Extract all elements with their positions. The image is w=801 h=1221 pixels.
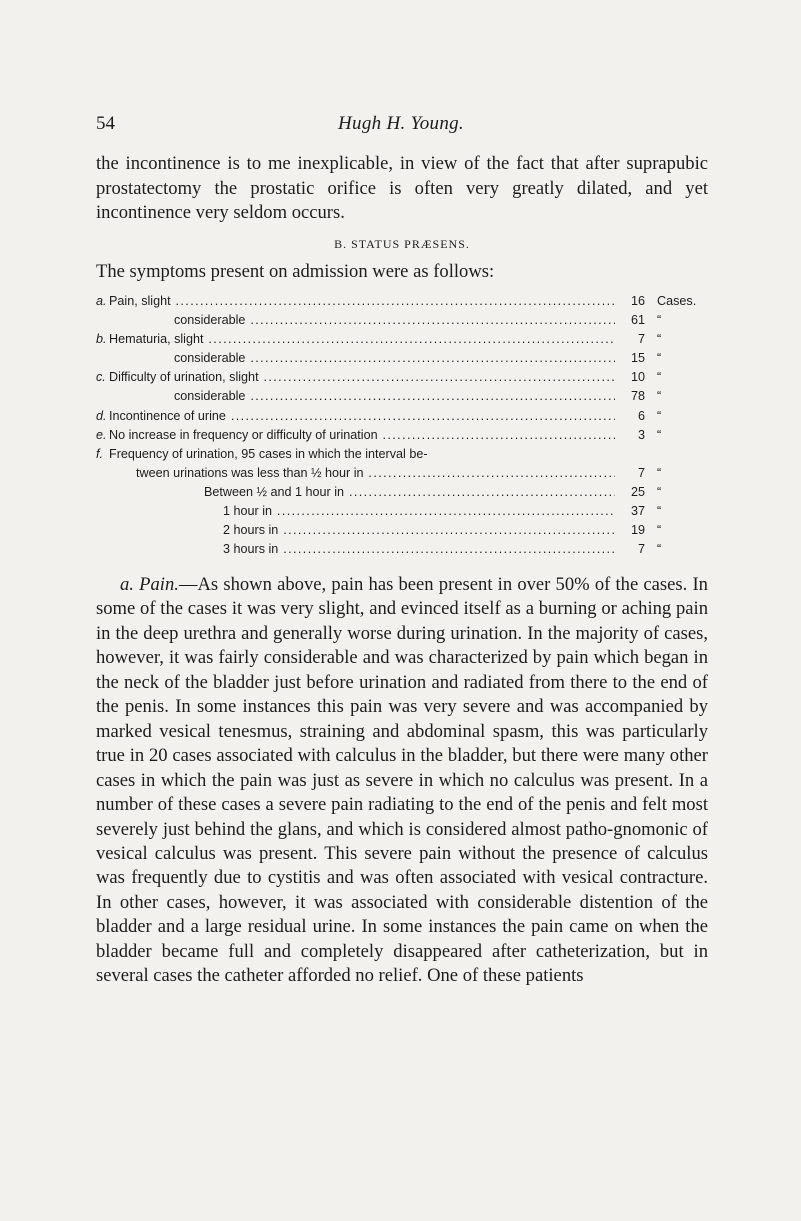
row-label: 1 hour in ..... xyxy=(223,502,615,521)
row-label: Between ½ and 1 hour in ..... xyxy=(204,483,615,502)
row-letter: d. xyxy=(96,408,107,423)
row-count: 15 xyxy=(630,351,645,366)
table-row xyxy=(96,387,710,406)
row-label: No increase in frequency or difficulty of urination ..... xyxy=(109,426,615,445)
table-row xyxy=(96,502,710,521)
row-unit: “ xyxy=(657,313,662,328)
row-count: 7 xyxy=(637,332,645,347)
row-count: 7 xyxy=(637,542,645,557)
row-label: considerable ..... xyxy=(174,387,615,406)
table-row xyxy=(96,445,710,464)
body-text xyxy=(96,573,708,989)
row-unit: “ xyxy=(657,370,662,385)
row-unit: “ xyxy=(657,351,662,366)
row-letter: b. xyxy=(96,332,107,347)
row-letter: f. xyxy=(96,446,103,461)
paragraph-text: —As shown above, pain has been present in over 50% of the cases. In some of the cases it was very slight, and evinced itself as a burning or aching pain in the deep urethra and generally worse during urination. In the majority of cases, however, it was fairly considerable and was characterized by pain which began in the neck of the bladder just before urination and radiated from there to the end of the penis. In some instances this pain was very severe and was accompanied by marked vesical tenesmus, straining and abdominal spasm, this was particularly true in 20 cases associated with calculus in the bladder, but there were many other cases in which the pain was just as severe in which no calculus was present. In a number of these cases a severe pain radiating to the end of the penis and felt most severely just behind the glans, and which is considered almost patho-gnomonic of vesical calculus was present. This severe pain without the presence of calculus was frequently due to cystitis and was often associated with vesical contracture. In other cases, however, it was associated with considerable distention of the bladder and a large residual urine. In some instances the pain came on when the bladder became full and completely disappeared after catheterization, but in several cases the catheter afforded no relief. One of these patients xyxy=(96,574,708,987)
paragraph-lead-label: a. Pain. xyxy=(120,574,179,595)
pain-paragraph xyxy=(96,573,708,989)
table-row xyxy=(96,330,710,349)
row-unit: “ xyxy=(657,484,662,499)
row-unit: “ xyxy=(657,389,662,404)
section-heading: B. STATUS PRÆSENS. xyxy=(334,237,470,251)
table-row xyxy=(96,368,710,387)
row-label: 2 hours in ..... xyxy=(223,521,615,540)
row-unit: “ xyxy=(657,523,662,538)
row-unit: “ xyxy=(657,427,662,442)
table-row xyxy=(96,521,710,540)
row-letter: c. xyxy=(96,370,106,385)
lead-sentence: The symptoms present on admission were as follows: xyxy=(96,261,495,282)
table-row xyxy=(96,292,710,311)
row-unit: Cases. xyxy=(657,294,697,308)
table-row xyxy=(96,407,710,426)
row-count: 61 xyxy=(630,313,645,328)
row-letter: e. xyxy=(96,427,107,442)
row-label: 3 hours in ..... xyxy=(223,540,615,559)
row-unit: “ xyxy=(657,332,662,347)
row-label: considerable ..... xyxy=(174,311,615,330)
row-unit: “ xyxy=(657,408,662,423)
page-number: 54 xyxy=(96,113,115,134)
row-label: Pain, slight ..... xyxy=(109,292,615,311)
table-row xyxy=(96,540,710,559)
row-count: 10 xyxy=(630,370,645,385)
row-count: 16 xyxy=(630,294,645,308)
symptom-table xyxy=(96,292,710,559)
row-count: 37 xyxy=(630,504,645,519)
row-label: considerable ..... xyxy=(174,349,615,368)
table-row xyxy=(96,483,710,502)
row-count: 6 xyxy=(637,408,645,423)
table-row xyxy=(96,464,710,483)
row-count: 25 xyxy=(630,484,645,499)
row-unit: “ xyxy=(657,504,662,519)
row-label: tween urinations was less than ½ hour in ..... xyxy=(136,464,615,483)
table-row xyxy=(96,426,710,445)
table-row xyxy=(96,349,710,368)
row-count: 78 xyxy=(630,389,645,404)
row-label: Hematuria, slight ..... xyxy=(109,330,615,349)
page-header xyxy=(96,113,706,139)
row-label: Frequency of urination, 95 cases in which the interval be- xyxy=(109,446,428,461)
table-row xyxy=(96,311,710,330)
row-count: 3 xyxy=(637,427,645,442)
intro-paragraph: the incontinence is to me inexplicable, in view of the fact that after suprapubic prostatectomy the prostatic orifice is often very greatly dilated, and yet incontinence very seldom occurs. xyxy=(96,153,708,223)
row-label: Difficulty of urination, slight ..... xyxy=(109,368,615,387)
row-unit: “ xyxy=(657,542,662,557)
row-label: Incontinence of urine ..... xyxy=(109,407,615,426)
row-letter: a. xyxy=(96,294,107,308)
row-count: 7 xyxy=(637,465,645,480)
running-head: Hugh H. Young. xyxy=(338,113,464,134)
row-unit: “ xyxy=(657,465,662,480)
row-count: 19 xyxy=(630,523,645,538)
